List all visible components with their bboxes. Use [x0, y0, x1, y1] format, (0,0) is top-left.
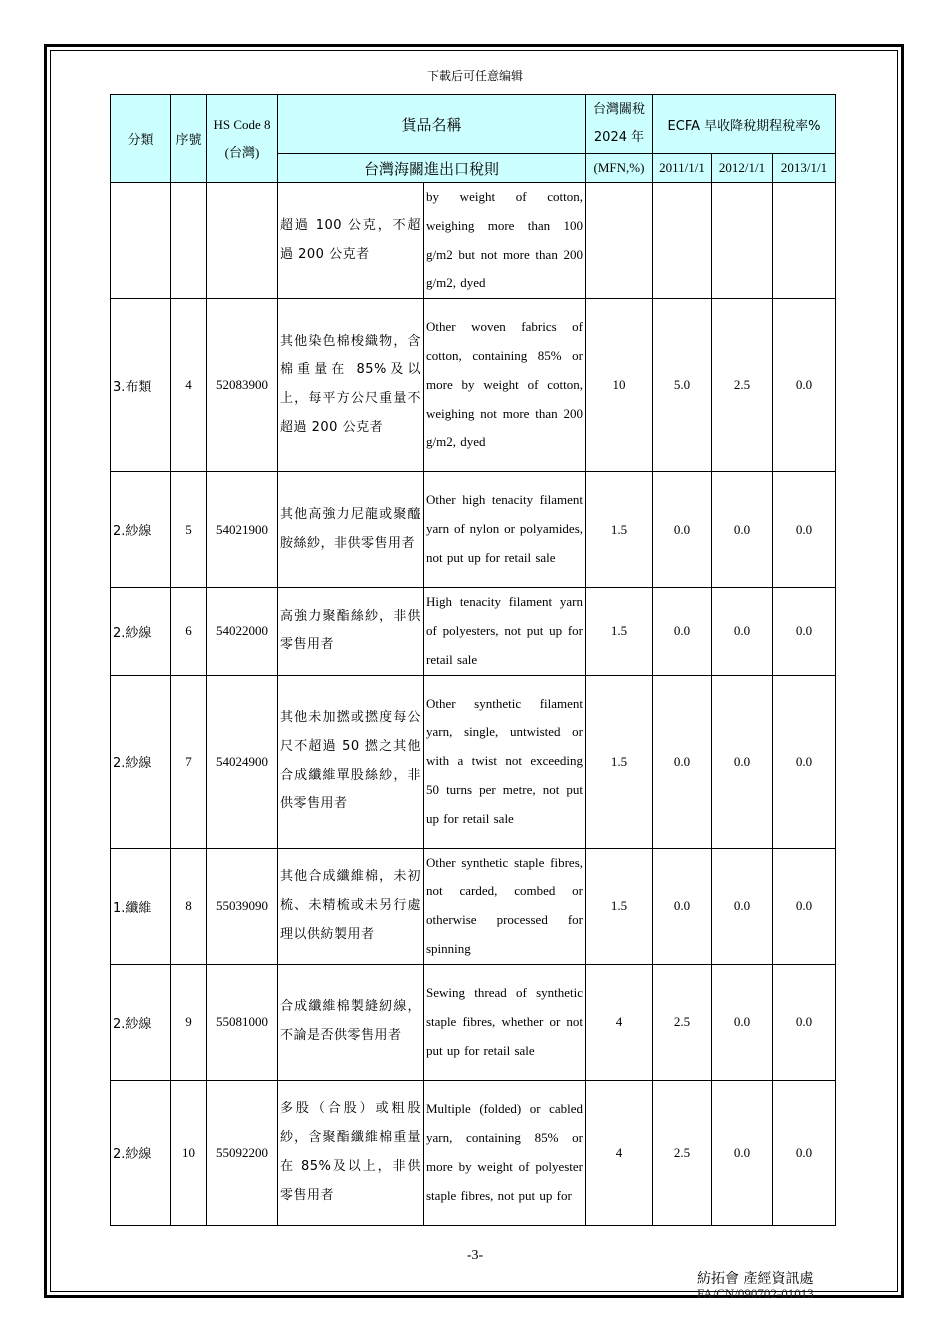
cell-rate-2012: 0.0 [712, 848, 773, 964]
cell-desc-en: Other synthetic filament yarn, single, untwisted or with a twist not exceeding 50 turns per metre, not put up for retail sale [424, 675, 586, 848]
cell-rate-2011: 5.0 [653, 299, 712, 472]
header-category: 分類 [111, 95, 171, 183]
cell-desc-en: High tenacity filament yarn of polyesters, not put up for retail sale [424, 588, 586, 675]
header-seq: 序號 [171, 95, 207, 183]
page-number: -3- [466, 1248, 484, 1263]
header-tw-tariff-line1: 台灣關稅 [593, 102, 646, 117]
cell-category: 2.紗線 [111, 1080, 171, 1225]
cell-rate-2011: 0.0 [653, 848, 712, 964]
header-goods-name: 貨品名稱 [278, 95, 586, 154]
tariff-table [110, 94, 836, 1226]
cell-mfn [586, 183, 653, 299]
cell-hs-code: 54021900 [207, 472, 278, 588]
cell-rate-2013: 0.0 [773, 1080, 836, 1225]
header-hs-code-line2: (台灣) [224, 144, 260, 160]
cell-rate-2013: 0.0 [773, 964, 836, 1080]
header-year-2012: 2012/1/1 [712, 154, 773, 183]
cell-mfn: 1.5 [586, 588, 653, 675]
cell-rate-2013: 0.0 [773, 588, 836, 675]
cell-desc-zh: 合成纖維棉製縫紉線，不論是否供零售用者 [278, 964, 424, 1080]
header-note: 下載后可任意编辑 [426, 69, 523, 83]
cell-desc-en: Other woven fabrics of cotton, containing 85% or more by weight of cotton, weighing not more than 200 g/m2, dyed [424, 299, 586, 472]
cell-rate-2012: 0.0 [712, 1080, 773, 1225]
cell-category: 3.布類 [111, 299, 171, 472]
cell-rate-2012: 0.0 [712, 588, 773, 675]
header-year-2011: 2011/1/1 [653, 154, 712, 183]
cell-rate-2011 [653, 183, 712, 299]
cell-rate-2012: 2.5 [712, 299, 773, 472]
cell-rate-2011: 2.5 [653, 964, 712, 1080]
cell-category: 2.紗線 [111, 675, 171, 848]
cell-hs-code: 55081000 [207, 964, 278, 1080]
table-row [111, 588, 836, 675]
cell-desc-zh: 其他未加撚或撚度每公尺不超過 50 撚之其他合成纖維單股絲紗，非供零售用者 [278, 675, 424, 848]
cell-desc-zh: 其他染色棉梭織物，含棉重量在 85%及以上，每平方公尺重量不超過 200 公克者 [278, 299, 424, 472]
cell-mfn: 1.5 [586, 848, 653, 964]
table-row [111, 299, 836, 472]
cell-desc-en: Other synthetic staple fibres, not carded, combed or otherwise processed for spinning [424, 848, 586, 964]
cell-rate-2013: 0.0 [773, 848, 836, 964]
cell-category: 2.紗線 [111, 964, 171, 1080]
cell-hs-code [207, 183, 278, 299]
cell-rate-2011: 0.0 [653, 472, 712, 588]
cell-rate-2013: 0.0 [773, 472, 836, 588]
cell-rate-2013 [773, 183, 836, 299]
header-goods-sub: 台灣海關進出口稅則 [278, 154, 586, 183]
cell-rate-2011: 0.0 [653, 588, 712, 675]
table-row [111, 1080, 836, 1225]
table-row [111, 848, 836, 964]
header-hs-code [207, 95, 278, 183]
cell-rate-2012: 0.0 [712, 964, 773, 1080]
cell-desc-zh: 多股（合股）或粗股紗，含聚酯纖維棉重量在 85%及以上，非供零售用者 [278, 1080, 424, 1225]
table-row [111, 675, 836, 848]
cell-seq: 9 [171, 964, 207, 1080]
table-row [111, 964, 836, 1080]
cell-desc-en: Sewing thread of synthetic staple fibres, whether or not put up for retail sale [424, 964, 586, 1080]
header-year-2013: 2013/1/1 [773, 154, 836, 183]
cell-category: 2.紗線 [111, 472, 171, 588]
header-hs-code-line1: HS Code 8 [213, 116, 271, 132]
cell-hs-code: 55092200 [207, 1080, 278, 1225]
cell-desc-en: Multiple (folded) or cabled yarn, containing 85% or more by weight of polyester staple fibres, not put up for [424, 1080, 586, 1225]
cell-desc-zh: 超過 100 公克，不超過 200 公克者 [278, 183, 424, 299]
cell-rate-2012: 0.0 [712, 472, 773, 588]
cell-rate-2012: 0.0 [712, 675, 773, 848]
cell-seq: 4 [171, 299, 207, 472]
cell-rate-2013: 0.0 [773, 675, 836, 848]
table-row [111, 472, 836, 588]
cell-desc-en: by weight of cotton, weighing more than 100 g/m2 but not more than 200 g/m2, dyed [424, 183, 586, 299]
table-row [111, 183, 836, 299]
header-ecfa: ECFA 早收降稅期程稅率% [653, 95, 836, 154]
header-tw-tariff-line2: 2024 年 [593, 130, 645, 145]
cell-hs-code: 52083900 [207, 299, 278, 472]
cell-rate-2011: 2.5 [653, 1080, 712, 1225]
header-mfn: (MFN,%) [586, 154, 653, 183]
cell-desc-zh: 其他合成纖維棉，未初梳、未精梳或未另行處理以供紡製用者 [278, 848, 424, 964]
cell-rate-2013: 0.0 [773, 299, 836, 472]
cell-desc-en: Other high tenacity filament yarn of nylon or polyamides, not put up for retail sale [424, 472, 586, 588]
cell-hs-code: 55039090 [207, 848, 278, 964]
cell-rate-2011: 0.0 [653, 675, 712, 848]
cell-hs-code: 54022000 [207, 588, 278, 675]
footer-organization: 紡拓會 產經資訊處 [697, 1271, 814, 1287]
cell-category: 2.紗線 [111, 588, 171, 675]
cell-mfn: 10 [586, 299, 653, 472]
cell-seq: 7 [171, 675, 207, 848]
cell-category [111, 183, 171, 299]
cell-mfn: 1.5 [586, 675, 653, 848]
cell-mfn: 4 [586, 1080, 653, 1225]
cell-hs-code: 54024900 [207, 675, 278, 848]
cell-desc-zh: 其他高強力尼龍或聚醯胺絲紗，非供零售用者 [278, 472, 424, 588]
cell-seq: 10 [171, 1080, 207, 1225]
cell-seq [171, 183, 207, 299]
cell-desc-zh: 高強力聚酯絲紗，非供零售用者 [278, 588, 424, 675]
cell-mfn: 1.5 [586, 472, 653, 588]
cell-seq: 5 [171, 472, 207, 588]
cell-category: 1.纖維 [111, 848, 171, 964]
cell-rate-2012 [712, 183, 773, 299]
header-tw-tariff [586, 95, 653, 154]
footer-document-code: FA/CN/090702-01013 [697, 1286, 814, 1301]
cell-mfn: 4 [586, 964, 653, 1080]
cell-seq: 6 [171, 588, 207, 675]
cell-seq: 8 [171, 848, 207, 964]
